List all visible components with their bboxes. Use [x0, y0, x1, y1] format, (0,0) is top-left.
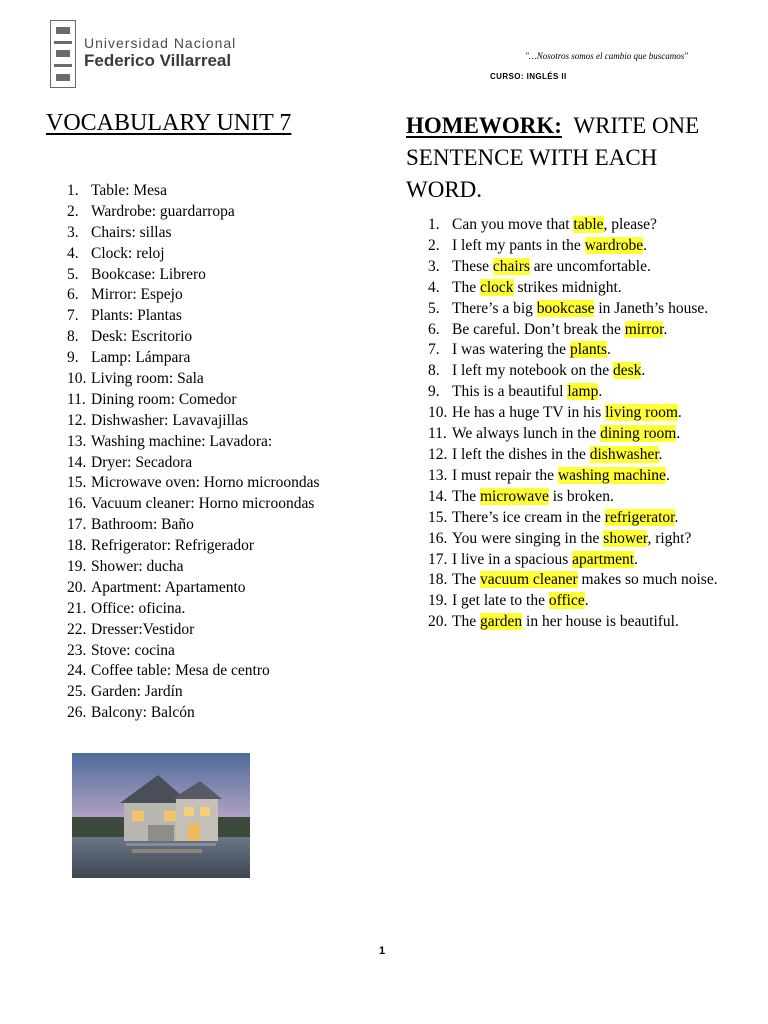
vocabulary-item [67, 411, 320, 432]
homework-sentence-number: 3. [428, 257, 440, 275]
homework-sentence [428, 424, 724, 445]
logo-line-1: Universidad Nacional [84, 35, 237, 51]
sentence-text: in her house is beautiful. [522, 613, 679, 631]
sentence-text: The [452, 571, 480, 589]
vocabulary-item-text: Shower: ducha [91, 558, 184, 576]
homework-sentence-number: 6. [428, 320, 440, 338]
vocabulary-item-text: Dishwasher: Lavavajillas [91, 411, 249, 429]
house-illustration [72, 753, 250, 878]
homework-sentence-number: 11. [428, 425, 447, 443]
course-label: CURSO: INGLÉS II [490, 72, 567, 81]
homework-heading [406, 110, 706, 206]
vocabulary-item [67, 306, 320, 327]
vocabulary-item-number: 10. [67, 370, 87, 388]
sentence-text: The [452, 613, 480, 631]
vocabulary-item [67, 641, 320, 662]
vocabulary-item-number: 17. [67, 516, 87, 534]
vocabulary-item-text: Plants: Plantas [91, 307, 182, 325]
vocabulary-item-number: 26. [67, 704, 87, 722]
homework-sentence [428, 299, 724, 320]
vocabulary-item-number: 22. [67, 620, 87, 638]
homework-sentence [428, 382, 724, 403]
sentence-text: There’s a big [452, 299, 537, 317]
sentence-text: . [584, 592, 589, 610]
vocabulary-item-text: Balcony: Balcón [91, 704, 195, 722]
vocabulary-item-text: Apartment: Apartamento [91, 578, 246, 596]
sentence-text: . [676, 425, 681, 443]
vocabulary-item-number: 12. [67, 411, 87, 429]
highlighted-word: plants [569, 341, 607, 359]
homework-sentence-number: 1. [428, 216, 440, 233]
homework-sentence [428, 340, 724, 361]
vocabulary-item [67, 515, 320, 536]
sentence-text: . [674, 508, 679, 526]
vocabulary-item-number: 19. [67, 558, 87, 576]
sentence-text: The [452, 487, 480, 505]
homework-sentence [428, 403, 724, 424]
sentence-text: I must repair the [452, 466, 558, 484]
sentence-text: , please? [603, 216, 657, 233]
homework-sentence-number: 19. [428, 592, 448, 610]
sentence-text: makes so much noise. [577, 571, 718, 589]
vocabulary-item-text: Microwave oven: Horno microondas [91, 474, 320, 492]
homework-sentence-number: 13. [428, 466, 448, 484]
seal-ornament [56, 74, 70, 81]
highlighted-word: washing machine [557, 466, 666, 484]
vocabulary-item-text: Dresser:Vestidor [91, 620, 195, 638]
homework-sentence-number: 16. [428, 529, 448, 547]
vocabulary-item-number: 11. [67, 390, 86, 408]
homework-sentence [428, 215, 724, 236]
highlighted-word: office [548, 592, 585, 610]
highlighted-word: dishwasher [589, 445, 659, 463]
vocabulary-item [67, 557, 320, 578]
homework-sentence-number: 4. [428, 278, 440, 296]
vocabulary-item-number: 14. [67, 453, 87, 471]
highlighted-word: lamp [567, 383, 599, 401]
vocabulary-item-number: 5. [67, 265, 79, 283]
sentence-text: I live in a spacious [452, 550, 573, 568]
vocabulary-item [67, 453, 320, 474]
sentence-text: There’s ice cream in the [452, 508, 605, 526]
sentence-text: He has a huge TV in his [452, 404, 606, 422]
sentence-text: . [641, 362, 646, 380]
vocabulary-item-text: Dryer: Secadora [91, 453, 193, 471]
vocabulary-item-number: 21. [67, 599, 87, 617]
homework-sentence [428, 236, 724, 257]
homework-sentence-number: 8. [428, 362, 440, 380]
sentence-text: These [452, 257, 493, 275]
sentence-text: Can you move that [452, 216, 574, 233]
vocabulary-item [67, 599, 320, 620]
seal-ornament [56, 27, 70, 34]
highlighted-word: wardrobe [584, 236, 644, 254]
vocabulary-item-number: 7. [67, 307, 79, 325]
sentence-text: . [658, 445, 663, 463]
homework-sentence [428, 320, 724, 341]
sentence-text: , right? [647, 529, 692, 547]
vocabulary-item-text: Living room: Sala [91, 370, 204, 388]
sentence-text: I left my pants in the [452, 236, 585, 254]
vocabulary-item-text: Dining room: Comedor [91, 390, 237, 408]
vocabulary-item [67, 202, 320, 223]
vocabulary-item [67, 682, 320, 703]
vocabulary-item-number: 8. [67, 328, 79, 346]
homework-sentence-number: 17. [428, 550, 448, 568]
vocabulary-item-text: Garden: Jardín [91, 683, 183, 701]
sentence-text: The [452, 278, 480, 296]
vocabulary-item [67, 432, 320, 453]
sentence-text: This is a beautiful [452, 383, 568, 401]
vocabulary-item-text: Desk: Escritorio [91, 328, 193, 346]
homework-sentence-number: 18. [428, 571, 448, 589]
vocabulary-item-number: 13. [67, 432, 87, 450]
sentence-text: . [634, 550, 638, 568]
vocabulary-item [67, 494, 320, 515]
vocabulary-item-number: 1. [67, 182, 79, 199]
vocabulary-item-number: 23. [67, 641, 87, 659]
vocabulary-title: VOCABULARY UNIT 7 [46, 110, 292, 136]
vocabulary-item-text: Chairs: sillas [91, 223, 172, 241]
homework-sentence-number: 15. [428, 508, 448, 526]
vocabulary-list [67, 181, 320, 724]
sentence-text: in Janeth’s house. [594, 299, 709, 317]
university-seal-logo [50, 20, 76, 88]
sentence-text: . [598, 383, 603, 401]
sentence-text: I get late to the [452, 592, 549, 610]
vocabulary-item-number: 9. [67, 349, 79, 367]
homework-sentence-number: 20. [428, 613, 448, 631]
homework-sentence [428, 445, 724, 466]
homework-sentence [428, 361, 724, 382]
page-number: 1 [379, 945, 386, 957]
sentence-text: I was watering the [452, 341, 570, 359]
vocabulary-item-number: 2. [67, 202, 79, 220]
seal-ornament [54, 64, 72, 67]
vocabulary-item [67, 620, 320, 641]
vocabulary-item [67, 348, 320, 369]
highlighted-word: table [573, 216, 604, 233]
sentence-text: You were singing in the [452, 529, 604, 547]
homework-sentence-number: 10. [428, 404, 448, 422]
vocabulary-item-number: 4. [67, 244, 79, 262]
highlighted-word: microwave [479, 487, 549, 505]
university-logo-text [84, 36, 236, 69]
sentence-text: I left the dishes in the [452, 445, 590, 463]
highlighted-word: living room [605, 404, 678, 422]
homework-list [428, 215, 724, 633]
vocabulary-item [67, 265, 320, 286]
vocabulary-item-text: Mirror: Espejo [91, 286, 183, 304]
vocabulary-item [67, 181, 320, 202]
homework-label: HOMEWORK: [406, 113, 562, 138]
homework-sentence-number: 14. [428, 487, 448, 505]
vocabulary-item [67, 578, 320, 599]
sentence-text: strikes midnight. [513, 278, 622, 296]
seal-ornament [56, 50, 70, 57]
homework-sentence [428, 550, 724, 571]
highlighted-word: dining room [600, 425, 677, 443]
vocabulary-item [67, 390, 320, 411]
vocabulary-item-text: Lamp: Lámpara [91, 349, 191, 367]
homework-sentence [428, 570, 724, 591]
highlighted-word: clock [479, 278, 514, 296]
highlighted-word: vacuum cleaner [479, 571, 578, 589]
highlighted-word: mirror [624, 320, 664, 338]
sentence-text: are uncomfortable. [529, 257, 651, 275]
homework-sentence [428, 466, 724, 487]
homework-sentence-number: 9. [428, 383, 440, 401]
vocabulary-item-text: Wardrobe: guardarropa [91, 202, 235, 220]
homework-sentence-number: 7. [428, 341, 440, 359]
vocabulary-item-number: 3. [67, 223, 79, 241]
vocabulary-item [67, 244, 320, 265]
highlighted-word: chairs [492, 257, 530, 275]
sentence-text: . [663, 320, 668, 338]
vocabulary-item-text: Refrigerator: Refrigerador [91, 537, 255, 555]
homework-sentence [428, 278, 724, 299]
vocabulary-item-text: Washing machine: Lavadora: [91, 432, 273, 450]
vocabulary-item-number: 25. [67, 683, 87, 701]
homework-sentence-number: 5. [428, 299, 440, 317]
vocabulary-item [67, 536, 320, 557]
vocabulary-item-number: 18. [67, 537, 87, 555]
vocabulary-item [67, 703, 320, 724]
sentence-text: Be careful. Don’t break the [452, 320, 625, 338]
sentence-text: . [665, 466, 670, 484]
vocabulary-item-number: 6. [67, 286, 79, 304]
homework-sentence [428, 487, 724, 508]
homework-sentence [428, 529, 724, 550]
vocabulary-item-number: 20. [67, 578, 87, 596]
homework-sentence [428, 257, 724, 278]
vocabulary-item [67, 223, 320, 244]
house-photo [72, 753, 250, 878]
seal-ornament [54, 41, 72, 44]
vocabulary-item [67, 327, 320, 348]
vocabulary-item [67, 473, 320, 494]
sentence-text: We always lunch in the [452, 425, 601, 443]
highlighted-word: bookcase [536, 299, 595, 317]
vocabulary-item-text: Table: Mesa [91, 182, 167, 199]
highlighted-word: shower [603, 529, 648, 547]
logo-line-2: Federico Villarreal [84, 51, 232, 70]
vocabulary-item-text: Stove: cocina [91, 641, 175, 659]
homework-sentence [428, 591, 724, 612]
vocabulary-item-number: 24. [67, 662, 87, 680]
homework-sentence [428, 612, 724, 633]
vocabulary-item-number: 15. [67, 474, 87, 492]
vocabulary-item [67, 661, 320, 682]
highlighted-word: apartment [572, 550, 635, 568]
highlighted-word: refrigerator [604, 508, 675, 526]
sentence-text: . [677, 404, 682, 422]
sentence-text: I left my notebook on the [452, 362, 613, 380]
motto: "…Nosotros somos el cambio que buscamos" [525, 51, 688, 61]
vocabulary-item-text: Bookcase: Librero [91, 265, 206, 283]
homework-sentence [428, 508, 724, 529]
vocabulary-item-number: 16. [67, 495, 87, 513]
vocabulary-item-text: Coffee table: Mesa de centro [91, 662, 270, 680]
vocabulary-item [67, 369, 320, 390]
homework-instruction: WRITE ONE SENTENCE WITH EACH WORD. [406, 113, 700, 202]
vocabulary-item-text: Office: oficina. [91, 599, 186, 617]
homework-sentence-number: 2. [428, 236, 440, 254]
vocabulary-item-text: Bathroom: Baño [91, 516, 194, 534]
highlighted-word: desk [613, 362, 642, 380]
sentence-text: . [606, 341, 611, 359]
homework-sentence-number: 12. [428, 445, 448, 463]
vocabulary-item-text: Clock: reloj [91, 244, 165, 262]
highlighted-word: garden [479, 613, 523, 631]
vocabulary-item [67, 285, 320, 306]
vocabulary-item-text: Vacuum cleaner: Horno microondas [91, 495, 315, 513]
sentence-text: is broken. [548, 487, 614, 505]
sentence-text: . [643, 236, 647, 254]
